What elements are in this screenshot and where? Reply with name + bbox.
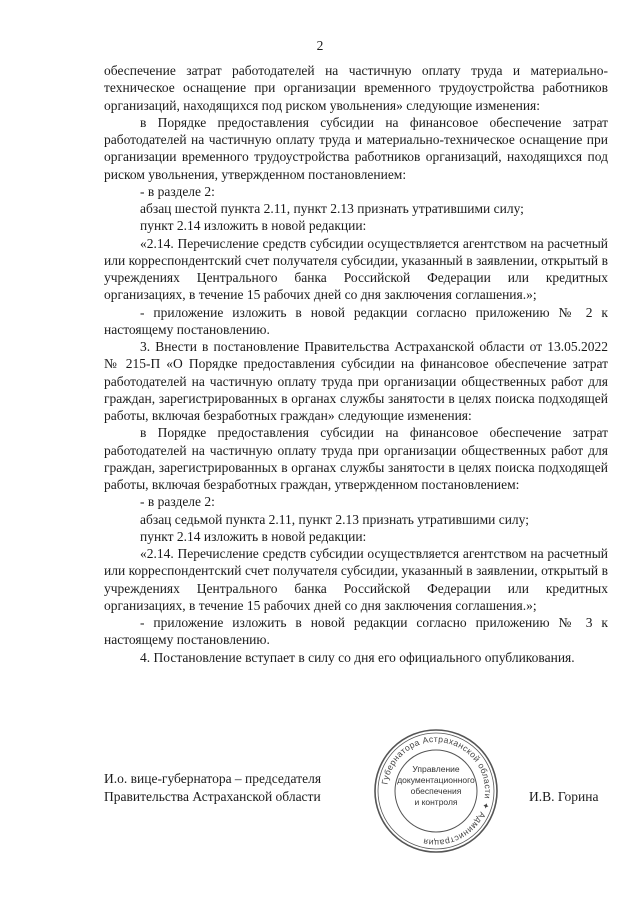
paragraph: абзац шестой пункта 2.11, пункт 2.13 признать утратившими силу; bbox=[140, 201, 524, 216]
stamp-ring-text: Губернатора Астраханской области ✦ Администрация bbox=[379, 733, 494, 849]
paragraph: в Порядке предоставления субсидии на финансовое обеспечение затрат работодателей на частичную оплату труда и материально-техническое оснащение при организации временного трудоустройства работников организаций, находящихся под риском увольнения, утвержденном постановлением: bbox=[104, 114, 608, 182]
stamp-center-line: Управление bbox=[412, 764, 460, 774]
paragraph: «2.14. Перечисление средств субсидии осуществляется агентством на расчетный или корреспондентский счет получателя субсидии, указанный в заявлении, открытый в учреждениях Центрального банка Российской Федерации или кредитных организациях, в течение 15 рабочих дней со дня заключения соглашения.»; bbox=[104, 235, 608, 303]
paragraph: обеспечение затрат работодателей на частичную оплату труда и материально-техническое оснащение при организации временного трудоустройства работников организаций, находящихся под риском увольнения» следующие изменения: bbox=[104, 63, 608, 113]
signatory-position-line-1: И.о. вице-губернатора – председателя bbox=[104, 771, 322, 786]
paragraph: абзац седьмой пункта 2.11, пункт 2.13 признать утратившими силу; bbox=[140, 511, 529, 527]
paragraph: - в разделе 2: bbox=[140, 494, 215, 510]
signatory-position-line-2: Правительства Астраханской области bbox=[104, 788, 321, 804]
paragraph: - приложение изложить в новой редакции согласно приложению № 3 к настоящему постановлению. bbox=[104, 615, 608, 648]
paragraph: «2.14. Перечисление средств субсидии осуществляется агентством на расчетный или корреспондентский счет получателя субсидии, указанный в заявлении, открытый в учреждениях Центрального банка Российской Федерации или кредитных организациях, в течение 15 рабочих дней со дня заключения соглашения.»; bbox=[104, 546, 608, 613]
stamp-center-text bbox=[386, 764, 486, 808]
paragraph: 4. Постановление вступает в силу со дня его официального опубликования. bbox=[140, 649, 575, 665]
paragraph: - приложение изложить в новой редакции согласно приложению № 2 к настоящему постановлению. bbox=[104, 304, 608, 337]
page-number: 2 bbox=[316, 38, 324, 53]
paragraph: пункт 2.14 изложить в новой редакции: bbox=[140, 218, 367, 234]
stamp-center-line: и контроля bbox=[414, 797, 458, 807]
signatory-name: И.В. Горина bbox=[529, 789, 599, 804]
official-stamp bbox=[372, 727, 500, 855]
paragraph: в Порядке предоставления субсидии на финансовое обеспечение затрат работодателей на частичную оплату труда при организации общественных работ для граждан, зарегистрированных в органах службы занятости в целях поиска подходящей работы, включая безработных граждан, утвержденном постановлением: bbox=[104, 425, 608, 492]
paragraph: 3. Внести в постановление Правительства Астраханской области от 13.05.2022 № 215-П «О Порядке предоставления субсидии на финансовое обеспечение затрат работодателей на частичную оплату труда при организации общественных работ для граждан, зарегистрированных в органах службы занятости в целях поиска подходящей работы, включая безработных граждан» следующие изменения: bbox=[104, 339, 608, 423]
stamp-center-line: документационного bbox=[397, 775, 475, 785]
stamp-center-line: обеспечения bbox=[410, 786, 462, 796]
paragraph: пункт 2.14 изложить в новой редакции: bbox=[140, 528, 367, 544]
paragraph: - в разделе 2: bbox=[140, 183, 215, 199]
signatory-position bbox=[104, 770, 374, 805]
document-body bbox=[104, 62, 608, 666]
